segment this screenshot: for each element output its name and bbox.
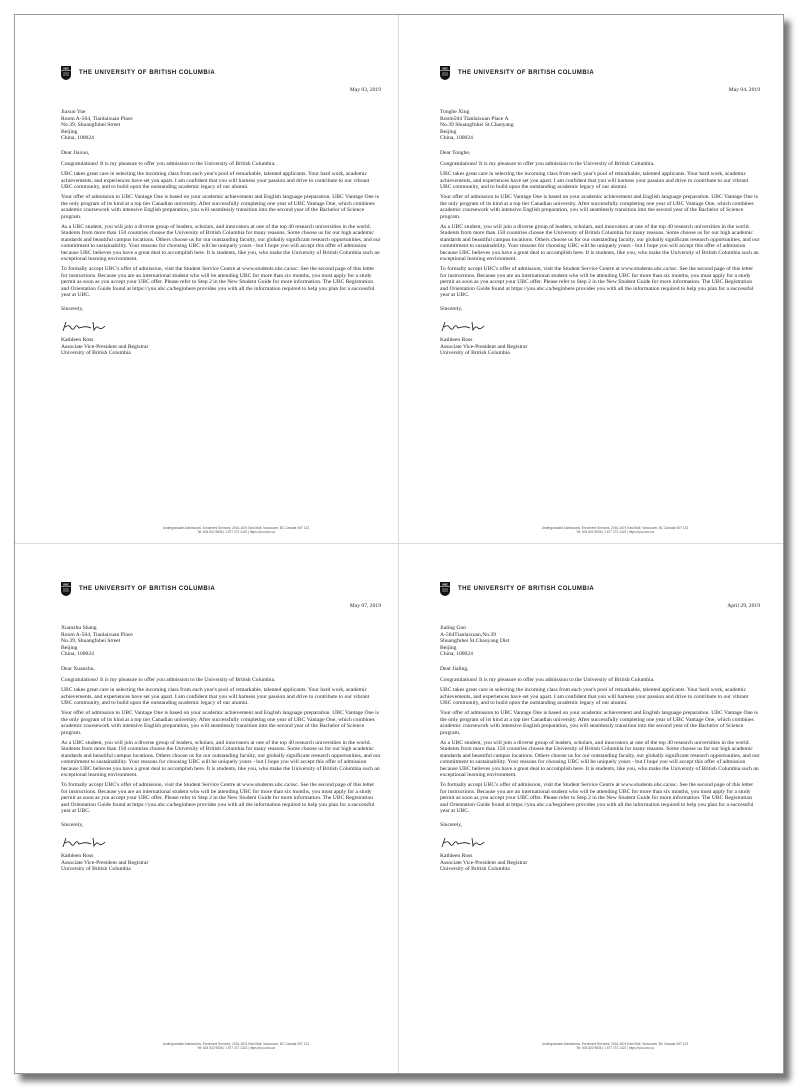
body-paragraph: Congratulations! It is my pleasure to offer you admission to the University of British Columbia. xyxy=(61,160,276,167)
greeting: Dear Tonghe, xyxy=(440,150,471,157)
address-line: Shuangfuhei St.Chaoyang Dist xyxy=(440,638,510,645)
footer-line: Undergraduate Admissions, Enrolment Services, 2016-1874 East Mall, Vancouver, BC Canada V6T 1Z1 xyxy=(162,1042,310,1046)
body-paragraph: Your offer of admission to UBC Vantage One is based on your academic achievement and English language preparation. UBC Vantage One is the only program of its kind at a top tier Canadian university. After successfully completing one year of UBC Vantage One, which combines academic coursework with intensive English preparation, you will seamlessly transition into the second year of the Bachelor of Science program. xyxy=(440,194,758,220)
address-line: China, 100024 xyxy=(440,650,473,657)
body-paragraph: Your offer of admission to UBC Vantage One is based on your academic achievement and English language preparation. UBC Vantage One is the only program of its kind at a top tier Canadian university. After successfully completing one year of UBC Vantage One, which combines academic coursework with intensive English preparation, you will seamlessly transition into the second year of the Bachelor of Science program. xyxy=(61,194,379,220)
address-line: Jiaxuo Yue xyxy=(61,109,86,116)
body-paragraph: As a UBC student, you will join a diverse group of leaders, scholars, and innovators at one of the top 40 research universities in the world. Students from more than 150 countries choose the University of British Columbia for many reasons. Some choose us for our high academic standards and beautiful campus locations. Others choose us for our outstanding faculty, our globally significant research opportunities, and our commitment to sustainability. Your reasons for choosing UBC will be uniquely yours - but I hope you will accept this offer of admission because UBC believes you have a great deal to accomplish here. It is students, like you, who make the University of British Columbia such an exceptional learning environment. xyxy=(440,224,760,263)
body-paragraph: Congratulations! It is my pleasure to offer you admission to the University of British Columbia. xyxy=(440,676,655,683)
signer-title: Associate Vice-President and Registrar xyxy=(440,859,528,866)
university-name: THE UNIVERSITY OF BRITISH COLUMBIA xyxy=(79,585,216,592)
body-paragraph: To formally accept UBC's offer of admission, visit the Student Service Centre at www.students.ubc.ca/ssc. See the second page of this letter for instructions. Because you are an international student who will be attending UBC for more than six months, you must apply for a study permit as soon as you accept your UBC offer. Please refer to Step 2 in the New Student Guide for more information. The UBC Registration and Orientation Guide found at https://you.ubc.ca/beginhere provides you with all the information required to help you plan for a successful year at UBC. xyxy=(440,782,754,815)
recipient-address xyxy=(440,109,760,141)
body-paragraph: Congratulations! It is my pleasure to offer you admission to the University of British Columbia. xyxy=(440,160,655,167)
address-line: No.39, Shuangfuhei Street xyxy=(61,122,121,129)
address-line: China, 100024 xyxy=(440,134,473,141)
recipient-address xyxy=(61,109,381,141)
signer-name: Kathleen Ross xyxy=(440,337,473,344)
body-paragraph: UBC takes great care in selecting the incoming class from each year's pool of remarkable, talented applicants. Your hard work, academic achievements, and experiences have set you apart. I am confident that you will harness your passion and drive to contribute to our vibrant UBC community, and to build upon the outstanding academic legacy of our alumni. xyxy=(440,171,749,190)
letterhead xyxy=(440,65,760,81)
handwritten-signature xyxy=(440,835,488,849)
footer-line: Tel: 604 822 9836 | 1 877 272 1422 | https://you.ubc.ca xyxy=(576,1046,654,1051)
address-line: Beijing xyxy=(61,128,78,135)
svg-text:UBC: UBC xyxy=(62,582,70,587)
handwritten-signature xyxy=(61,319,109,333)
university-name: THE UNIVERSITY OF BRITISH COLUMBIA xyxy=(458,69,595,76)
closing: Sincerely, xyxy=(61,822,84,829)
body-paragraph: To formally accept UBC's offer of admission, visit the Student Service Centre at www.students.ubc.ca/ssc. See the second page of this letter for instructions. Because you are an international student who will be attending UBC for more than six months, you must apply for a study permit as soon as you accept your UBC offer. Please refer to Step 2 in the New Student Guide for more information. The UBC Registration and Orientation Guide found at https://you.ubc.ca/beginhere provides you with all the information required to help you plan for a successful year at UBC. xyxy=(440,266,754,299)
address-line: Tonghe Xing xyxy=(440,109,470,116)
footer-line: Tel: 604 822 9836 | 1 877 272 1422 | https://you.ubc.ca xyxy=(197,530,275,535)
handwritten-signature xyxy=(61,835,109,849)
body-paragraph: UBC takes great care in selecting the incoming class from each year's pool of remarkable, talented applicants. Your hard work, academic achievements, and experiences have set you apart. I am confident that you will harness your passion and drive to contribute to our vibrant UBC community, and to build upon the outstanding academic legacy of our alumni. xyxy=(440,687,749,706)
letter-date: May 07, 2019 xyxy=(349,603,381,609)
address-line: A-504Tianlaixuan,No.39 xyxy=(440,631,497,638)
signer-block xyxy=(61,853,381,872)
address-line: Room A-504, Tianlaixuan Place xyxy=(61,115,133,122)
letter-footer xyxy=(530,526,700,534)
letter-date: April 29, 2019 xyxy=(727,603,760,609)
letterhead xyxy=(440,581,760,597)
signer-org: University of British Columbia xyxy=(440,350,510,357)
closing: Sincerely, xyxy=(440,306,463,313)
signer-org: University of British Columbia xyxy=(61,350,131,357)
body-paragraph: To formally accept UBC's offer of admission, visit the Student Service Centre at www.students.ubc.ca/ssc. See the second page of this letter for instructions. Because you are an international student who will be attending UBC for more than six months, you must apply for a study permit as soon as you accept your UBC offer. Please refer to Step 2 in the New Student Guide for more information. The UBC Registration and Orientation Guide found at https://you.ubc.ca/beginhere provides you with all the information required to help you plan for a successful year at UBC. xyxy=(61,266,375,299)
letter-footer xyxy=(151,526,321,534)
address-line: Room504 Tianlaixuan Place A xyxy=(440,115,509,122)
address-line: Beijing xyxy=(440,128,457,135)
address-line: China, 100024 xyxy=(61,650,94,657)
letterhead xyxy=(61,581,381,597)
signer-org: University of British Columbia xyxy=(440,866,510,873)
recipient-address xyxy=(61,625,381,657)
admission-letter xyxy=(61,65,381,535)
signer-org: University of British Columbia xyxy=(61,866,131,873)
svg-text:UBC: UBC xyxy=(441,582,449,587)
footer-line: Tel: 604 822 9836 | 1 877 272 1422 | https://you.ubc.ca xyxy=(197,1046,275,1051)
address-line: Beijing xyxy=(440,644,457,651)
svg-text:UBC: UBC xyxy=(441,66,449,71)
address-line: No.39 Shuangfuhei St.Chaoyang xyxy=(440,122,514,129)
signer-title: Associate Vice-President and Registrar xyxy=(61,343,149,350)
body-paragraph: As a UBC student, you will join a diverse group of leaders, scholars, and innovators at one of the top 40 research universities in the world. Students from more than 150 countries choose the University of British Columbia for many reasons. Some choose us for our high academic standards and beautiful campus locations. Others choose us for our outstanding faculty, our globally significant research opportunities, and our commitment to sustainability. Your reasons for choosing UBC will be uniquely yours - but I hope you will accept this offer of admission because UBC believes you have a great deal to accomplish here. It is students, like you, who make the University of British Columbia such an exceptional learning environment. xyxy=(61,740,381,779)
address-line: No.39, Shuangfuhei Street xyxy=(61,638,121,645)
ubc-crest-logo xyxy=(61,582,71,596)
greeting: Dear Jialing, xyxy=(440,666,469,673)
address-line: Beijing xyxy=(61,644,78,651)
signer-name: Kathleen Ross xyxy=(440,853,473,860)
quadrant-divider-horizontal xyxy=(15,543,783,544)
admission-letter xyxy=(440,65,760,535)
address-line: Jialing Guo xyxy=(440,625,466,632)
letterhead xyxy=(61,65,381,81)
recipient-address xyxy=(440,625,760,657)
footer-line: Undergraduate Admissions, Enrolment Services, 2016-1874 East Mall, Vancouver, BC Canada V6T 1Z1 xyxy=(541,526,689,530)
footer-line: Undergraduate Admissions, Enrolment Services, 2016-1874 East Mall, Vancouver, BC Canada V6T 1Z1 xyxy=(162,526,310,530)
signer-title: Associate Vice-President and Registrar xyxy=(61,859,149,866)
ubc-crest-logo xyxy=(440,66,450,80)
body-paragraph: To formally accept UBC's offer of admission, visit the Student Service Centre at www.students.ubc.ca/ssc. See the second page of this letter for instructions. Because you are an international student who will be attending UBC for more than six months, you must apply for a study permit as soon as you accept your UBC offer. Please refer to Step 2 in the New Student Guide for more information. The UBC Registration and Orientation Guide found at https://you.ubc.ca/beginhere provides you with all the information required to help you plan for a successful year at UBC. xyxy=(61,782,375,815)
letter-date: May 03, 2019 xyxy=(349,87,381,93)
greeting: Dear Jiaxuo, xyxy=(61,150,90,157)
signer-name: Kathleen Ross xyxy=(61,337,94,344)
signer-name: Kathleen Ross xyxy=(61,853,94,860)
address-line: Xuanzhu Shang xyxy=(61,625,97,632)
handwritten-signature xyxy=(440,319,488,333)
closing: Sincerely, xyxy=(61,306,84,313)
document-sheet xyxy=(14,14,784,1074)
greeting: Dear Xuanzhu, xyxy=(61,666,95,673)
university-name: THE UNIVERSITY OF BRITISH COLUMBIA xyxy=(79,69,216,76)
svg-text:UBC: UBC xyxy=(62,66,70,71)
signer-block xyxy=(61,337,381,356)
admission-letter xyxy=(440,581,760,1051)
letter-footer xyxy=(530,1042,700,1050)
body-paragraph: As a UBC student, you will join a diverse group of leaders, scholars, and innovators at one of the top 40 research universities in the world. Students from more than 150 countries choose the University of British Columbia for many reasons. Some choose us for our high academic standards and beautiful campus locations. Others choose us for our outstanding faculty, our globally significant research opportunities, and our commitment to sustainability. Your reasons for choosing UBC will be uniquely yours - but I hope you will accept this offer of admission because UBC believes you have a great deal to accomplish here. It is students, like you, who make the University of British Columbia such an exceptional learning environment. xyxy=(440,740,760,779)
body-paragraph: Your offer of admission to UBC Vantage One is based on your academic achievement and English language preparation. UBC Vantage One is the only program of its kind at a top tier Canadian university. After successfully completing one year of UBC Vantage One, which combines academic coursework with intensive English preparation, you will seamlessly transition into the second year of the Bachelor of Science program. xyxy=(61,710,379,736)
letter-footer xyxy=(151,1042,321,1050)
ubc-crest-logo xyxy=(61,66,71,80)
admission-letter xyxy=(61,581,381,1051)
body-paragraph: UBC takes great care in selecting the incoming class from each year's pool of remarkable, talented applicants. Your hard work, academic achievements, and experiences have set you apart. I am confident that you will harness your passion and drive to contribute to our vibrant UBC community, and to build upon the outstanding academic legacy of our alumni. xyxy=(61,687,370,706)
signer-block xyxy=(440,337,760,356)
body-paragraph: Congratulations! It is my pleasure to offer you admission to the University of British Columbia. xyxy=(61,676,276,683)
body-paragraph: As a UBC student, you will join a diverse group of leaders, scholars, and innovators at one of the top 40 research universities in the world. Students from more than 150 countries choose the University of British Columbia for many reasons. Some choose us for our high academic standards and beautiful campus locations. Others choose us for our outstanding faculty, our globally significant research opportunities, and our commitment to sustainability. Your reasons for choosing UBC will be uniquely yours - but I hope you will accept this offer of admission because UBC believes you have a great deal to accomplish here. It is students, like you, who make the University of British Columbia such an exceptional learning environment. xyxy=(61,224,381,263)
footer-line: Undergraduate Admissions, Enrolment Services, 2016-1874 East Mall, Vancouver, BC Canada V6T 1Z1 xyxy=(541,1042,689,1046)
ubc-crest-logo xyxy=(440,582,450,596)
signer-block xyxy=(440,853,760,872)
body-paragraph: Your offer of admission to UBC Vantage One is based on your academic achievement and English language preparation. UBC Vantage One is the only program of its kind at a top tier Canadian university. After successfully completing one year of UBC Vantage One, which combines academic coursework with intensive English preparation, you will seamlessly transition into the second year of the Bachelor of Science program. xyxy=(440,710,758,736)
address-line: China, 100024 xyxy=(61,134,94,141)
letter-date: May 04, 2019 xyxy=(728,87,760,93)
body-paragraph: UBC takes great care in selecting the incoming class from each year's pool of remarkable, talented applicants. Your hard work, academic achievements, and experiences have set you apart. I am confident that you will harness your passion and drive to contribute to our vibrant UBC community, and to build upon the outstanding academic legacy of our alumni. xyxy=(61,171,370,190)
closing: Sincerely, xyxy=(440,822,463,829)
university-name: THE UNIVERSITY OF BRITISH COLUMBIA xyxy=(458,585,595,592)
footer-line: Tel: 604 822 9836 | 1 877 272 1422 | https://you.ubc.ca xyxy=(576,530,654,535)
signer-title: Associate Vice-President and Registrar xyxy=(440,343,528,350)
quadrant-divider-vertical xyxy=(398,15,399,1073)
address-line: Room A-504, Tianlaixuan Place xyxy=(61,631,133,638)
